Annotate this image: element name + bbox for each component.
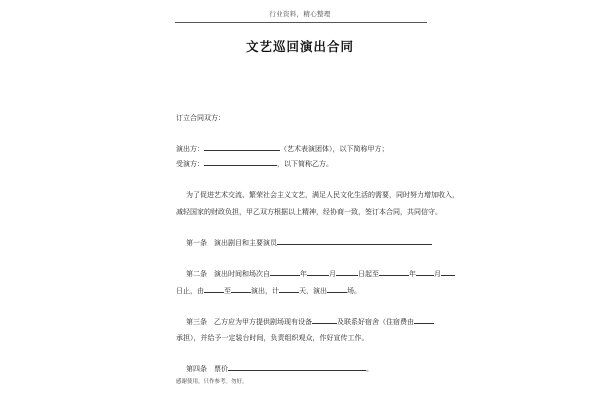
ticket-price-blank[interactable] [228,363,366,371]
end-year-blank[interactable] [379,268,409,276]
document-title: 文艺巡回演出合同 [245,39,354,54]
art2-text-k: 场。 [347,287,361,295]
art2-text-c: 月 [329,270,336,278]
article-2-line-2 [176,285,361,296]
purpose-line-2: 减轻国家的财政负担，甲乙双方根据以上精神，经协商一致，签订本合同，共同信守。 [176,208,442,216]
article-1-blank[interactable] [277,237,432,245]
art2-text-g: 日止，由 [176,287,204,295]
art2-text-b: 年 [300,270,307,278]
performer-blank[interactable] [204,143,280,151]
art2-text-d: 日起至 [358,270,379,278]
purpose-line-1: 为了促进艺术交流、繁荣社会主义文艺，满足人民文化生活的需要，同时努力增加收入， [186,191,459,199]
from-place-blank[interactable] [204,285,224,293]
art2-text-f: 月 [434,270,441,278]
article-4-suffix: 。 [366,365,373,373]
performer-label: 演出方： [176,145,204,153]
article-3-line-1 [186,316,434,327]
end-day-blank[interactable] [441,268,455,276]
article-4 [186,363,373,374]
article-3-line-2: 承担），并给予一定装台时间，负责组织观众，作好宣传工作。 [176,334,369,342]
end-month-blank[interactable] [416,268,434,276]
start-day-blank[interactable] [336,268,358,276]
host-label: 受演方： [176,160,204,168]
page-header: 行业资料，精心整理 [269,10,331,18]
start-month-blank[interactable] [307,268,329,276]
art2-text-j: 天，演出 [299,287,327,295]
host-suffix: ，以下简称乙方。 [277,160,333,168]
equipment-blank[interactable] [312,316,337,324]
days-blank[interactable] [279,285,299,293]
parties-intro: 订立合同双方： [176,114,225,122]
article-1 [186,237,432,248]
shows-blank[interactable] [327,285,347,293]
art2-text-i: 演出，计 [251,287,279,295]
article-1-label: 第一条 演出剧目和主要演员 [186,239,277,247]
art2-text-a: 第二条 演出时间和场次自 [186,270,270,278]
to-place-blank[interactable] [231,285,251,293]
art3-text-b: 及联系好宿舍（住宿费由 [337,318,414,326]
page-footer: 感谢使用，只作参考。勿好。 [176,379,248,385]
article-2-line-1 [186,268,455,279]
start-year-blank[interactable] [270,268,300,276]
lodging-payer-blank[interactable] [414,316,434,324]
header-divider [175,22,427,23]
host-line [176,158,333,169]
art3-text-a: 第三条 乙方应为甲方提供剧场现有设备 [186,318,312,326]
article-4-label: 第四条 票价 [186,365,228,373]
art2-text-e: 年 [409,270,416,278]
performer-suffix: （艺术表演团体），以下简称甲方； [280,145,389,153]
art2-text-h: 至 [224,287,231,295]
performer-line [176,143,389,154]
host-blank[interactable] [204,158,277,166]
